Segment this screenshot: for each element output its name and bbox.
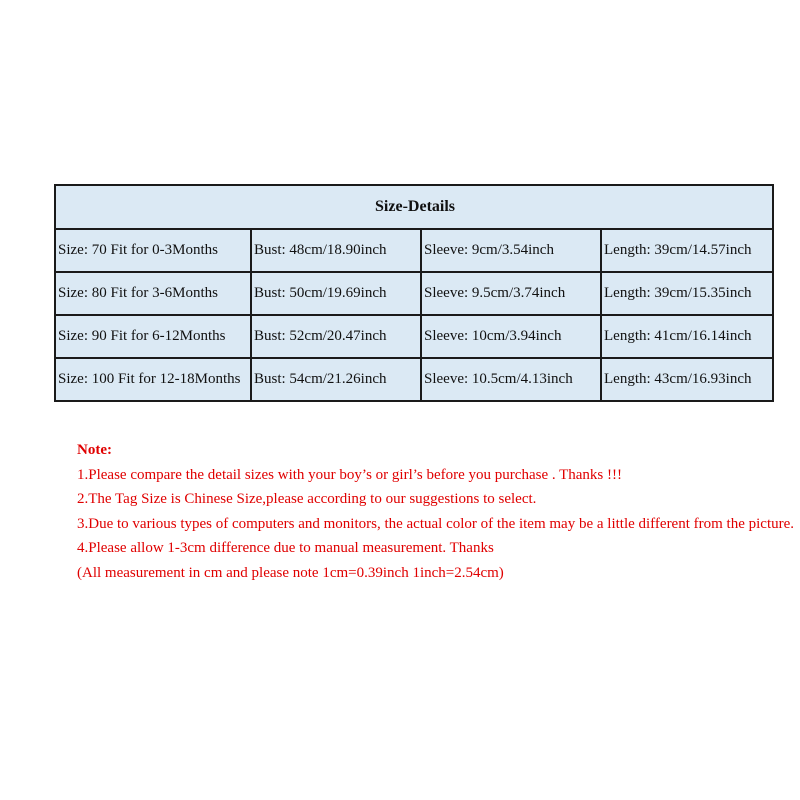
length-cell: Length: 39cm/15.35inch (601, 272, 773, 315)
table-title-row (55, 185, 773, 229)
bust-cell: Bust: 54cm/21.26inch (251, 358, 421, 401)
note-line: (All measurement in cm and please note 1cm=0.39inch 1inch=2.54cm) (77, 564, 504, 581)
note-line: 1.Please compare the detail sizes with your boy’s or girl’s before you purchase . Thanks !!! (77, 466, 622, 483)
length-cell: Length: 43cm/16.93inch (601, 358, 773, 401)
sleeve-cell: Sleeve: 10cm/3.94inch (421, 315, 601, 358)
table-row (55, 229, 773, 272)
length-cell: Length: 39cm/14.57inch (601, 229, 773, 272)
note-line: 3.Due to various types of computers and monitors, the actual color of the item may be a little different from the picture. (77, 515, 795, 532)
size-cell: Size: 90 Fit for 6-12Months (55, 315, 251, 358)
note-line: 2.The Tag Size is Chinese Size,please according to our suggestions to select. (77, 491, 537, 507)
table-title: Size-Details (55, 185, 773, 229)
bust-cell: Bust: 48cm/18.90inch (251, 229, 421, 272)
table-row (55, 272, 773, 315)
sleeve-cell: Sleeve: 9cm/3.54inch (421, 229, 601, 272)
table-row (55, 358, 773, 401)
size-cell: Size: 70 Fit for 0-3Months (55, 229, 251, 272)
size-details-table (54, 184, 774, 402)
bust-cell: Bust: 52cm/20.47inch (251, 315, 421, 358)
bust-cell: Bust: 50cm/19.69inch (251, 272, 421, 315)
sleeve-cell: Sleeve: 10.5cm/4.13inch (421, 358, 601, 401)
length-cell: Length: 41cm/16.14inch (601, 315, 773, 358)
sleeve-cell: Sleeve: 9.5cm/3.74inch (421, 272, 601, 315)
table-row (55, 315, 773, 358)
note-heading: Note: (77, 442, 112, 458)
size-cell: Size: 100 Fit for 12-18Months (55, 358, 251, 401)
size-cell: Size: 80 Fit for 3-6Months (55, 272, 251, 315)
note-line: 4.Please allow 1-3cm difference due to manual measurement. Thanks (77, 540, 494, 556)
notes-section (77, 438, 795, 585)
